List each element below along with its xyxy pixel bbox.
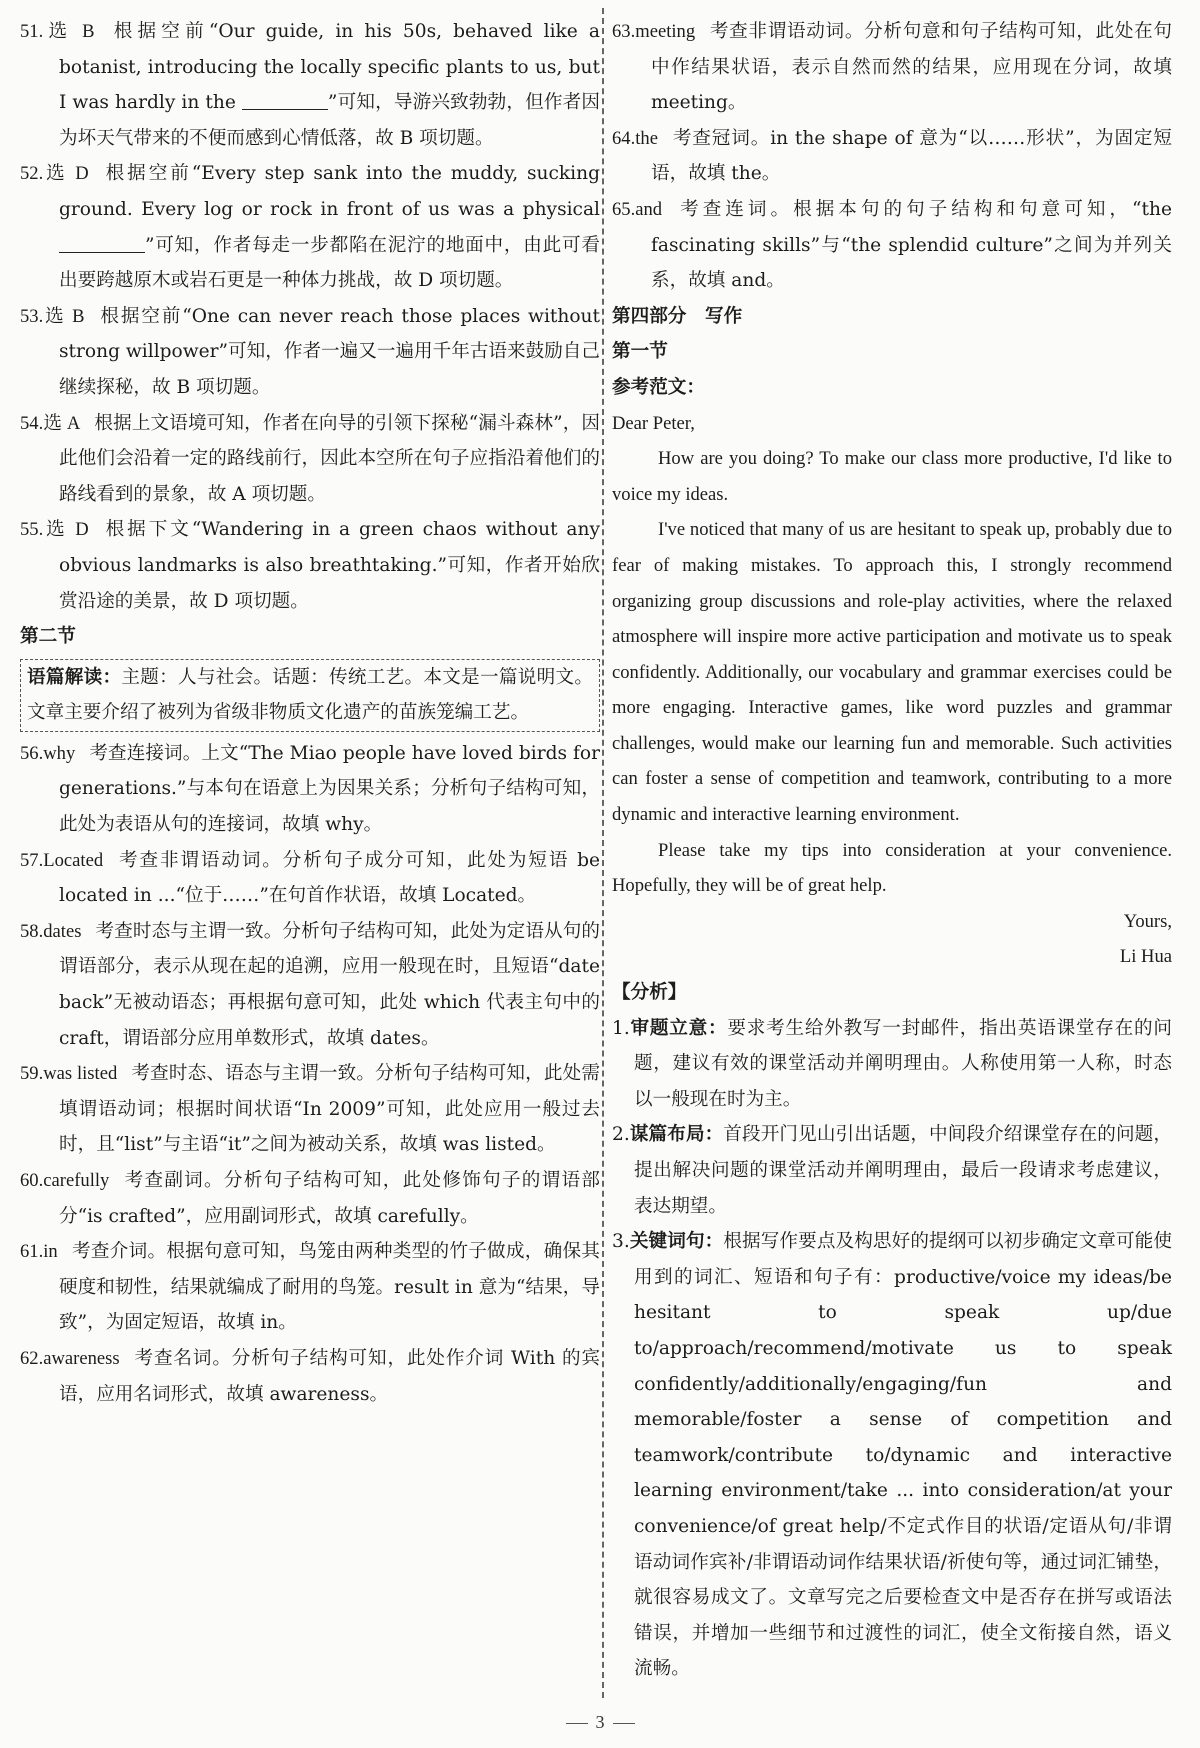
answer-item-51: 51.选 B 根据空前“Our guide, in his 50s, behaved like a botanist, introducing the locally specific plants to us, but I was hardly in the ”可知，导游兴致勃勃，但作者因为坏天气带来的不便而感到心情低落，故 B 项切题。 xyxy=(20,21,600,149)
letter-closing: Yours, xyxy=(1123,910,1172,932)
answer-item-59: 59.was listed 考查时态、语态与主谓一致。分析句子结构可知，此处需填谓语动词；根据时间状语“In 2009”可知，此处应用一般过去时，且“list”与主语“it”之间为被动关系，故填 was listed。 xyxy=(20,1063,600,1156)
answer-item-55: 55.选 D 根据下文“Wandering in a green chaos without any obvious landmarks is also breathtaking.”可知，作者开始欣赏沿途的美景，故 D 项切题。 xyxy=(20,519,600,612)
left-column xyxy=(20,14,600,1412)
section-heading: 第一节 xyxy=(612,341,668,363)
answer-item-61: 61.in 考查介词。根据句意可知，鸟笼由两种类型的竹子做成，确保其硬度和韧性，结果就编成了耐用的鸟笼。result in 意为“结果，导致”，为固定短语，故填 in。 xyxy=(20,1241,600,1334)
answer-item-58: 58.dates 考查时态与主谓一致。分析句子结构可知，此处为定语从句的谓语部分，表示从现在起的追溯，应用一般现在时，且短语“date back”无被动语态；再根据句意可知，此处 which 代表主句中的 craft，谓语部分应用单数形式，故填 dates。 xyxy=(20,920,600,1049)
page-footer xyxy=(0,1712,1200,1733)
analysis-item-2: 2.谋篇布局：首段开门见山引出话题，中间段介绍课堂存在的问题，提出解决问题的课堂活动并阐明理由，最后一段请求考虑建议，表达期望。 xyxy=(612,1124,1172,1217)
letter-paragraph: Please take my tips into consideration at your convenience. Hopefully, they will be of great help. xyxy=(612,839,1172,897)
footer-dash xyxy=(566,1723,588,1724)
page-number: 3 xyxy=(595,1712,605,1732)
answer-item-60: 60.carefully 考查副词。分析句子结构可知，此处修饰句子的谓语部分“is crafted”，应用副词形式，故填 carefully。 xyxy=(20,1170,600,1227)
answer-item-53: 53.选 B 根据空前“One can never reach those places without strong willpower”可知，作者一遍又一遍用千年古语来鼓励自己继续探秘，故 B 项切题。 xyxy=(20,305,600,398)
analysis-heading: 【分析】 xyxy=(612,982,687,1004)
answer-item-57: 57.Located 考查非谓语动词。分析句子成分可知，此处为短语 be located in ...“位于……”在句首作状语，故填 Located。 xyxy=(20,849,600,907)
passage-summary-box: 语篇解读：主题：人与社会。话题：传统工艺。本文是一篇说明文。文章主要介绍了被列为省级非物质文化遗产的苗族笼编工艺。 xyxy=(20,659,600,732)
letter-greeting: Dear Peter, xyxy=(612,412,695,434)
analysis-item-1: 1.审题立意：要求考生给外教写一封邮件，指出英语课堂存在的问题，建议有效的课堂活动并阐明理由。人称使用第一人称，时态以一般现在时为主。 xyxy=(612,1017,1172,1110)
sample-label: 参考范文： xyxy=(612,376,705,398)
answer-item-63: 63.meeting 考查非谓语动词。分析句意和句子结构可知，此处在句中作结果状语，表示自然而然的结果，应用现在分词，故填 meeting。 xyxy=(612,21,1172,114)
answer-item-56: 56.why 考查连接词。上文“The Miao people have loved birds for generations.”与本句在语意上为因果关系；分析句子结构可知，此处为表语从句的连接词，故填 why。 xyxy=(20,742,600,836)
letter-signature: Li Hua xyxy=(1119,946,1172,968)
fill-blank xyxy=(59,232,145,253)
answer-item-52: 52.选 D 根据空前“Every step sank into the muddy, sucking ground. Every log or rock in front of us was a physical ”可知，作者每走一步都陷在泥泞的地面中，由此可看出要跨越原木或岩石更是一种体力挑战，故 D 项切题。 xyxy=(20,163,600,292)
answer-item-64: 64.the 考查冠词。in the shape of 意为“以……形状”，为固定短语，故填 the。 xyxy=(612,127,1172,185)
right-column xyxy=(612,14,1172,1687)
answer-item-65: 65.and 考查连词。根据本句的句子结构和句意可知，“the fascinating skills”与“the splendid culture”之间为并列关系，故填 and。 xyxy=(612,198,1172,292)
letter-paragraph: I've noticed that many of us are hesitant to speak up, probably due to fear of making mistakes. To approach this, I strongly recommend organizing group discussions and role-play activities, where the relaxed atmosphere will inspire more active participation and motivate us to speak confidently. Additionally, our vocabulary and grammar exercises could be more engaging. Interactive games, like word puzzles and grammar challenges, would make our learning fun and memorable. Such activities can foster a sense of competition and teamwork, contributing to a more dynamic and interactive learning environment. xyxy=(612,519,1172,826)
footer-dash xyxy=(613,1723,635,1724)
letter-paragraph: How are you doing? To make our class more productive, I'd like to voice my ideas. xyxy=(612,448,1172,505)
fill-blank xyxy=(242,89,328,110)
column-divider xyxy=(602,8,604,1698)
part-heading: 第四部分 写作 xyxy=(612,305,743,327)
answer-item-54: 54.选 A 根据上文语境可知，作者在向导的引领下探秘“漏斗森林”，因此他们会沿着一定的路线前行，因此本空所在句子应指沿着他们的路线看到的景象，故 A 项切题。 xyxy=(20,412,601,505)
analysis-item-3: 3.关键词句：根据写作要点及构思好的提纲可以初步确定文章可能使用到的词汇、短语和句子有：productive/voice my ideas/be hesitant to speak up/due to/approach/recommend/motivate us to speak confidently/additionally/engaging/fun and memorable/foster a sense of competition and teamwork/contribute to/dynamic and interactive learning environment/take ... into consideration/at your convenience/of great help/不定式作目的状语/定语从句/非谓语动词作宾补/非谓语动词作结果状语/祈使句等，通过词汇铺垫，就很容易成文了。文章写完之后要检查文中是否存在拼写或语法错误，并增加一些细节和过渡性的词汇，使全文衔接自然，语义流畅。 xyxy=(612,1231,1172,1680)
section-heading: 第二节 xyxy=(20,626,76,648)
answer-item-62: 62.awareness 考查名词。分析句子结构可知，此处作介词 With 的宾语，应用名词形式，故填 awareness。 xyxy=(20,1347,600,1405)
